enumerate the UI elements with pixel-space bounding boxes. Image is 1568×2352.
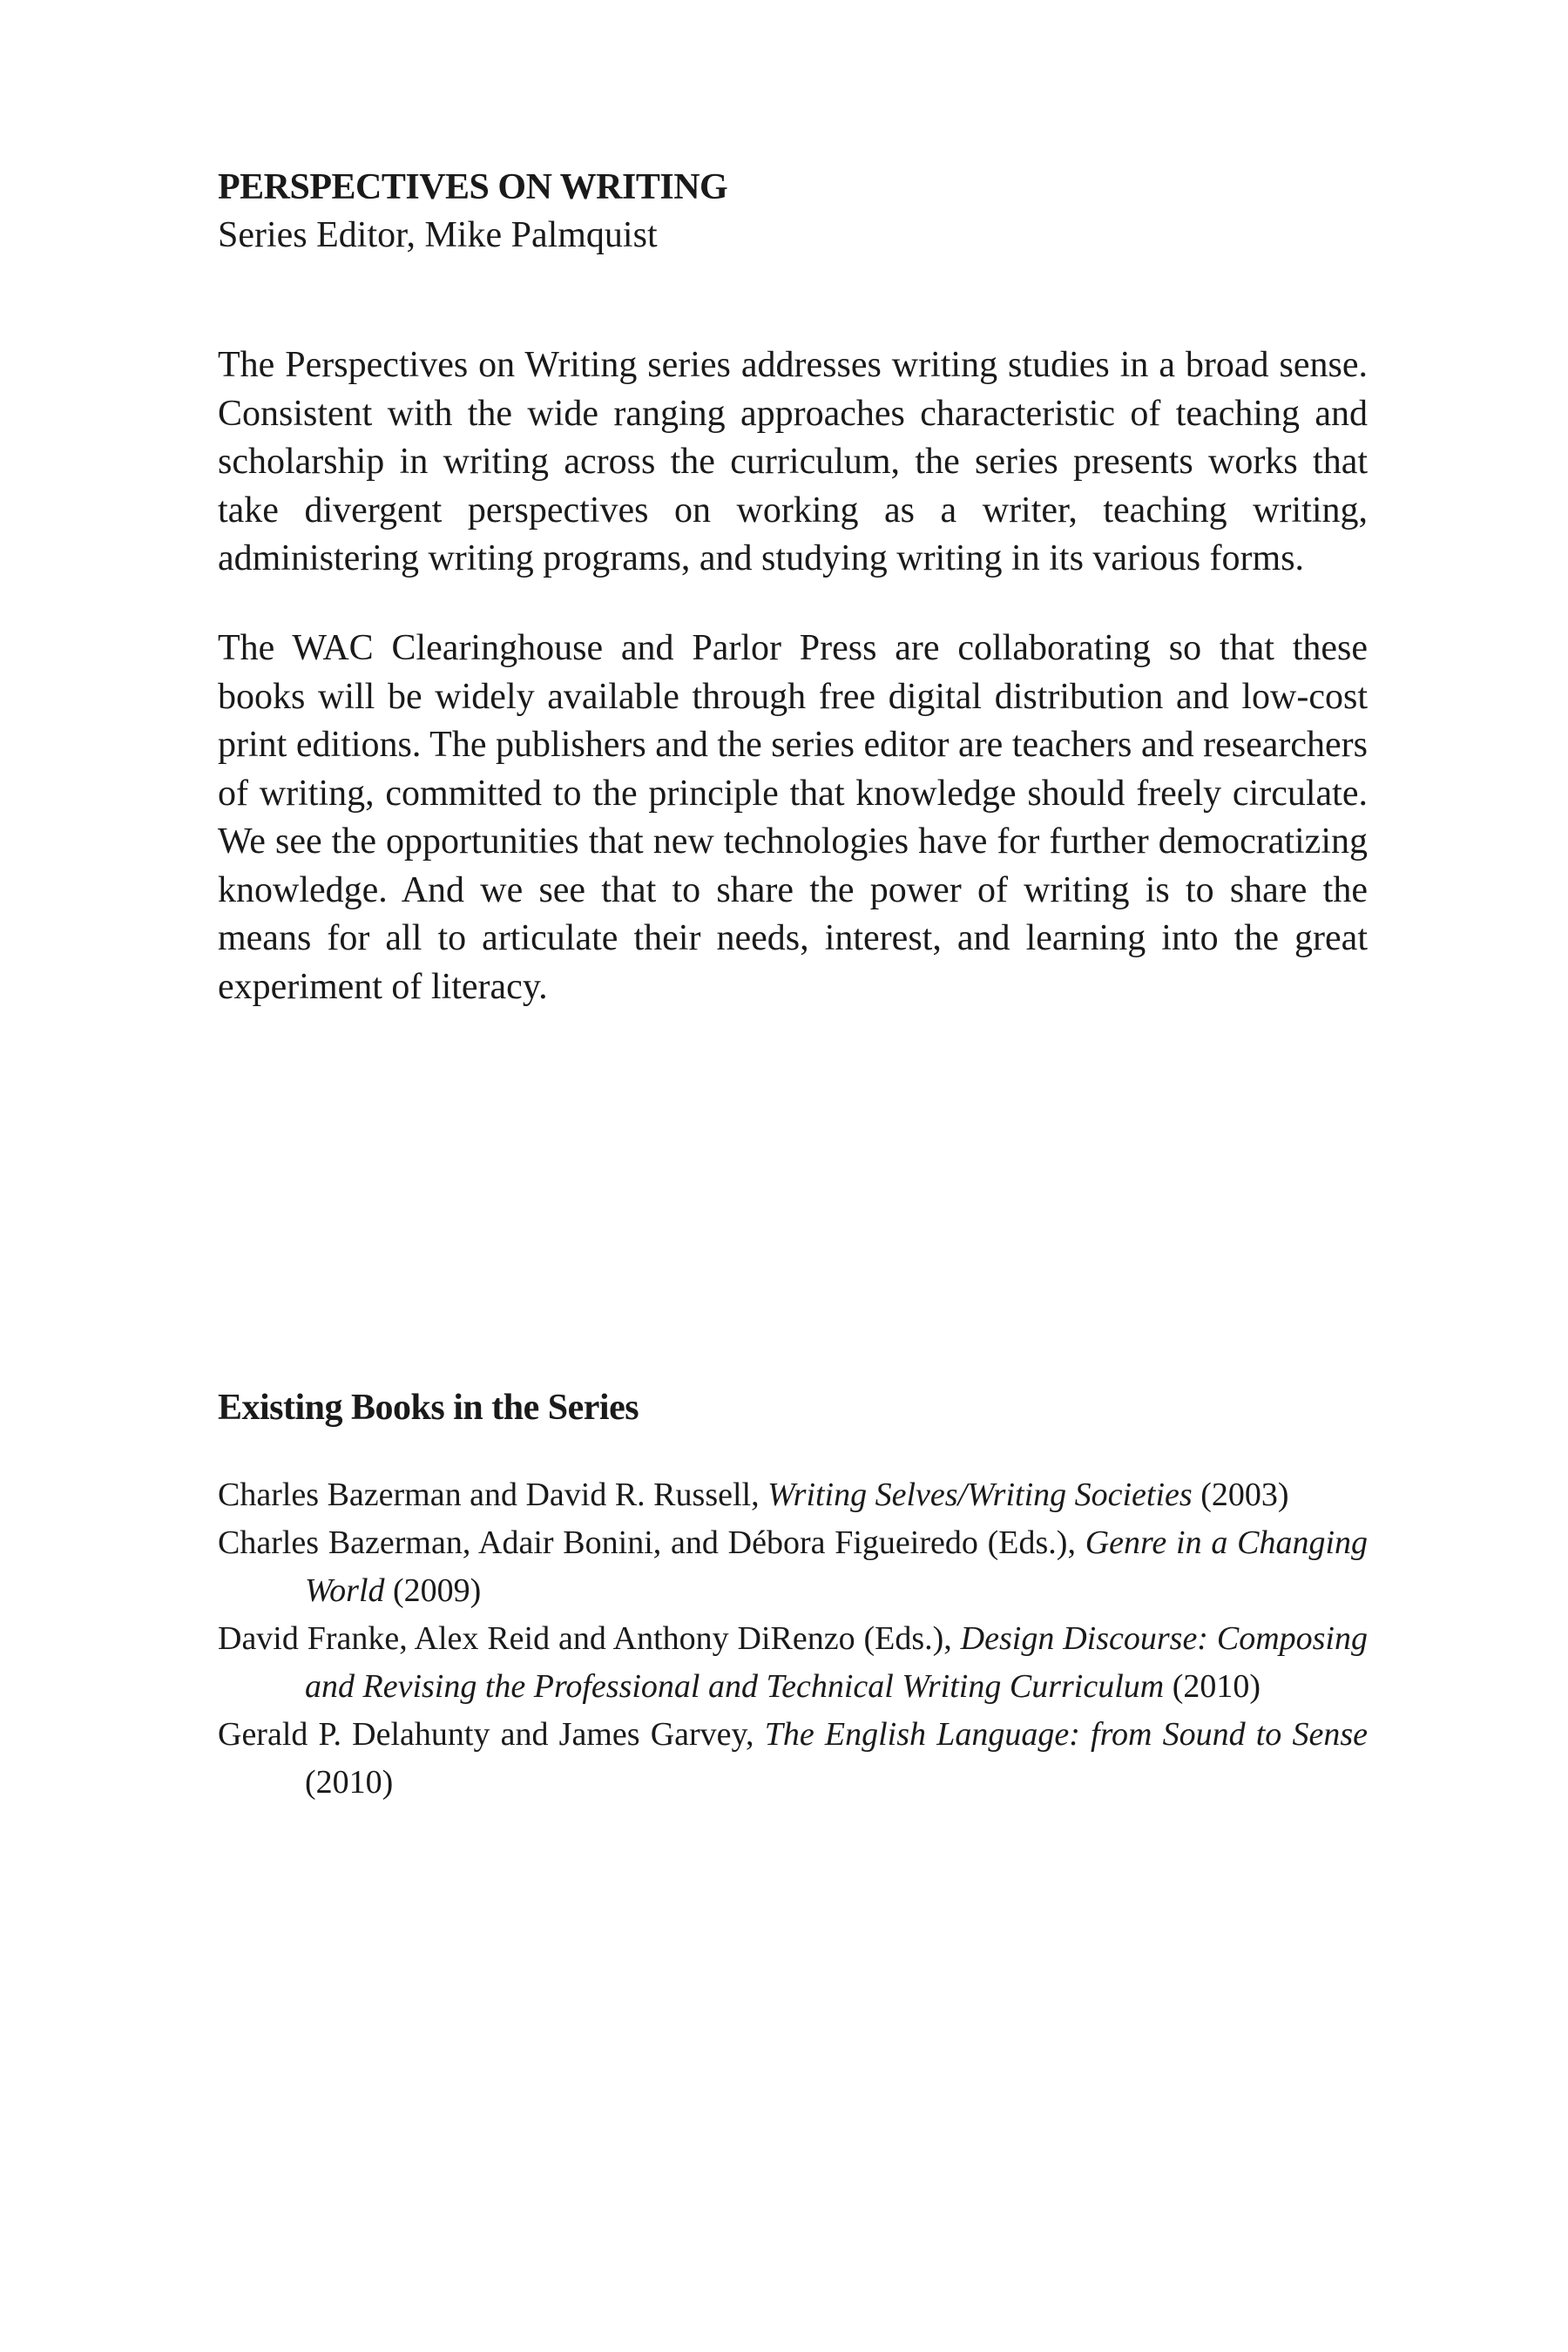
book-year: (2009) (384, 1572, 482, 1609)
book-entry (218, 1711, 1368, 1807)
book-authors: Gerald P. Delahunty and James Garvey, (218, 1716, 765, 1753)
book-entry (218, 1471, 1368, 1519)
series-editor: Series Editor, Mike Palmquist (218, 215, 658, 256)
series-title: PERSPECTIVES ON WRITING (218, 167, 728, 207)
book-title: Genre in a Changing World (305, 1524, 1369, 1609)
book-year: (2010) (305, 1764, 394, 1801)
book-authors: David Franke, Alex Reid and Anthony DiRenzo (Eds.), (218, 1620, 961, 1657)
book-entry (218, 1615, 1368, 1711)
publishing-statement-paragraph: The WAC Clearinghouse and Parlor Press are collaborating so that these books will be widely available through free digital distribution and low-cost print editions. The publishers and the series editor are teachers and researchers of writing, committed to the principle that knowledge should freely circulate. We see the opportunities that new technologies have for further democratizing knowledge. And we see that to share the power of writing is to share the means for all to articulate their needs, interest, and learning into the great experiment of literacy. (218, 628, 1368, 1007)
series-description-paragraph: The Perspectives on Writing series addresses writing studies in a broad sense. Consistent with the wide ranging approaches characteristic of teaching and scholarship in writing across the curriculum, the series presents works that take divergent perspectives on working as a writer, teaching writing, administering writing programs, and studying writing in its various forms. (218, 345, 1368, 578)
book-authors: Charles Bazerman, Adair Bonini, and Débora Figueiredo (Eds.), (218, 1524, 1085, 1561)
book-year: (2010) (1164, 1668, 1261, 1705)
book-title: Design Discourse: Composing and Revising the Professional and Technical Writing Curriculum (305, 1620, 1368, 1705)
book-year: (2003) (1192, 1477, 1289, 1513)
series-header (218, 164, 1368, 260)
existing-books-heading: Existing Books in the Series (218, 1388, 639, 1428)
book-entry (218, 1519, 1368, 1615)
book-title: Writing Selves/Writing Societies (767, 1477, 1193, 1513)
book-authors: Charles Bazerman and David R. Russell, (218, 1477, 768, 1513)
book-list (218, 1471, 1368, 1807)
book-title: The English Language: from Sound to Sense (764, 1716, 1368, 1753)
